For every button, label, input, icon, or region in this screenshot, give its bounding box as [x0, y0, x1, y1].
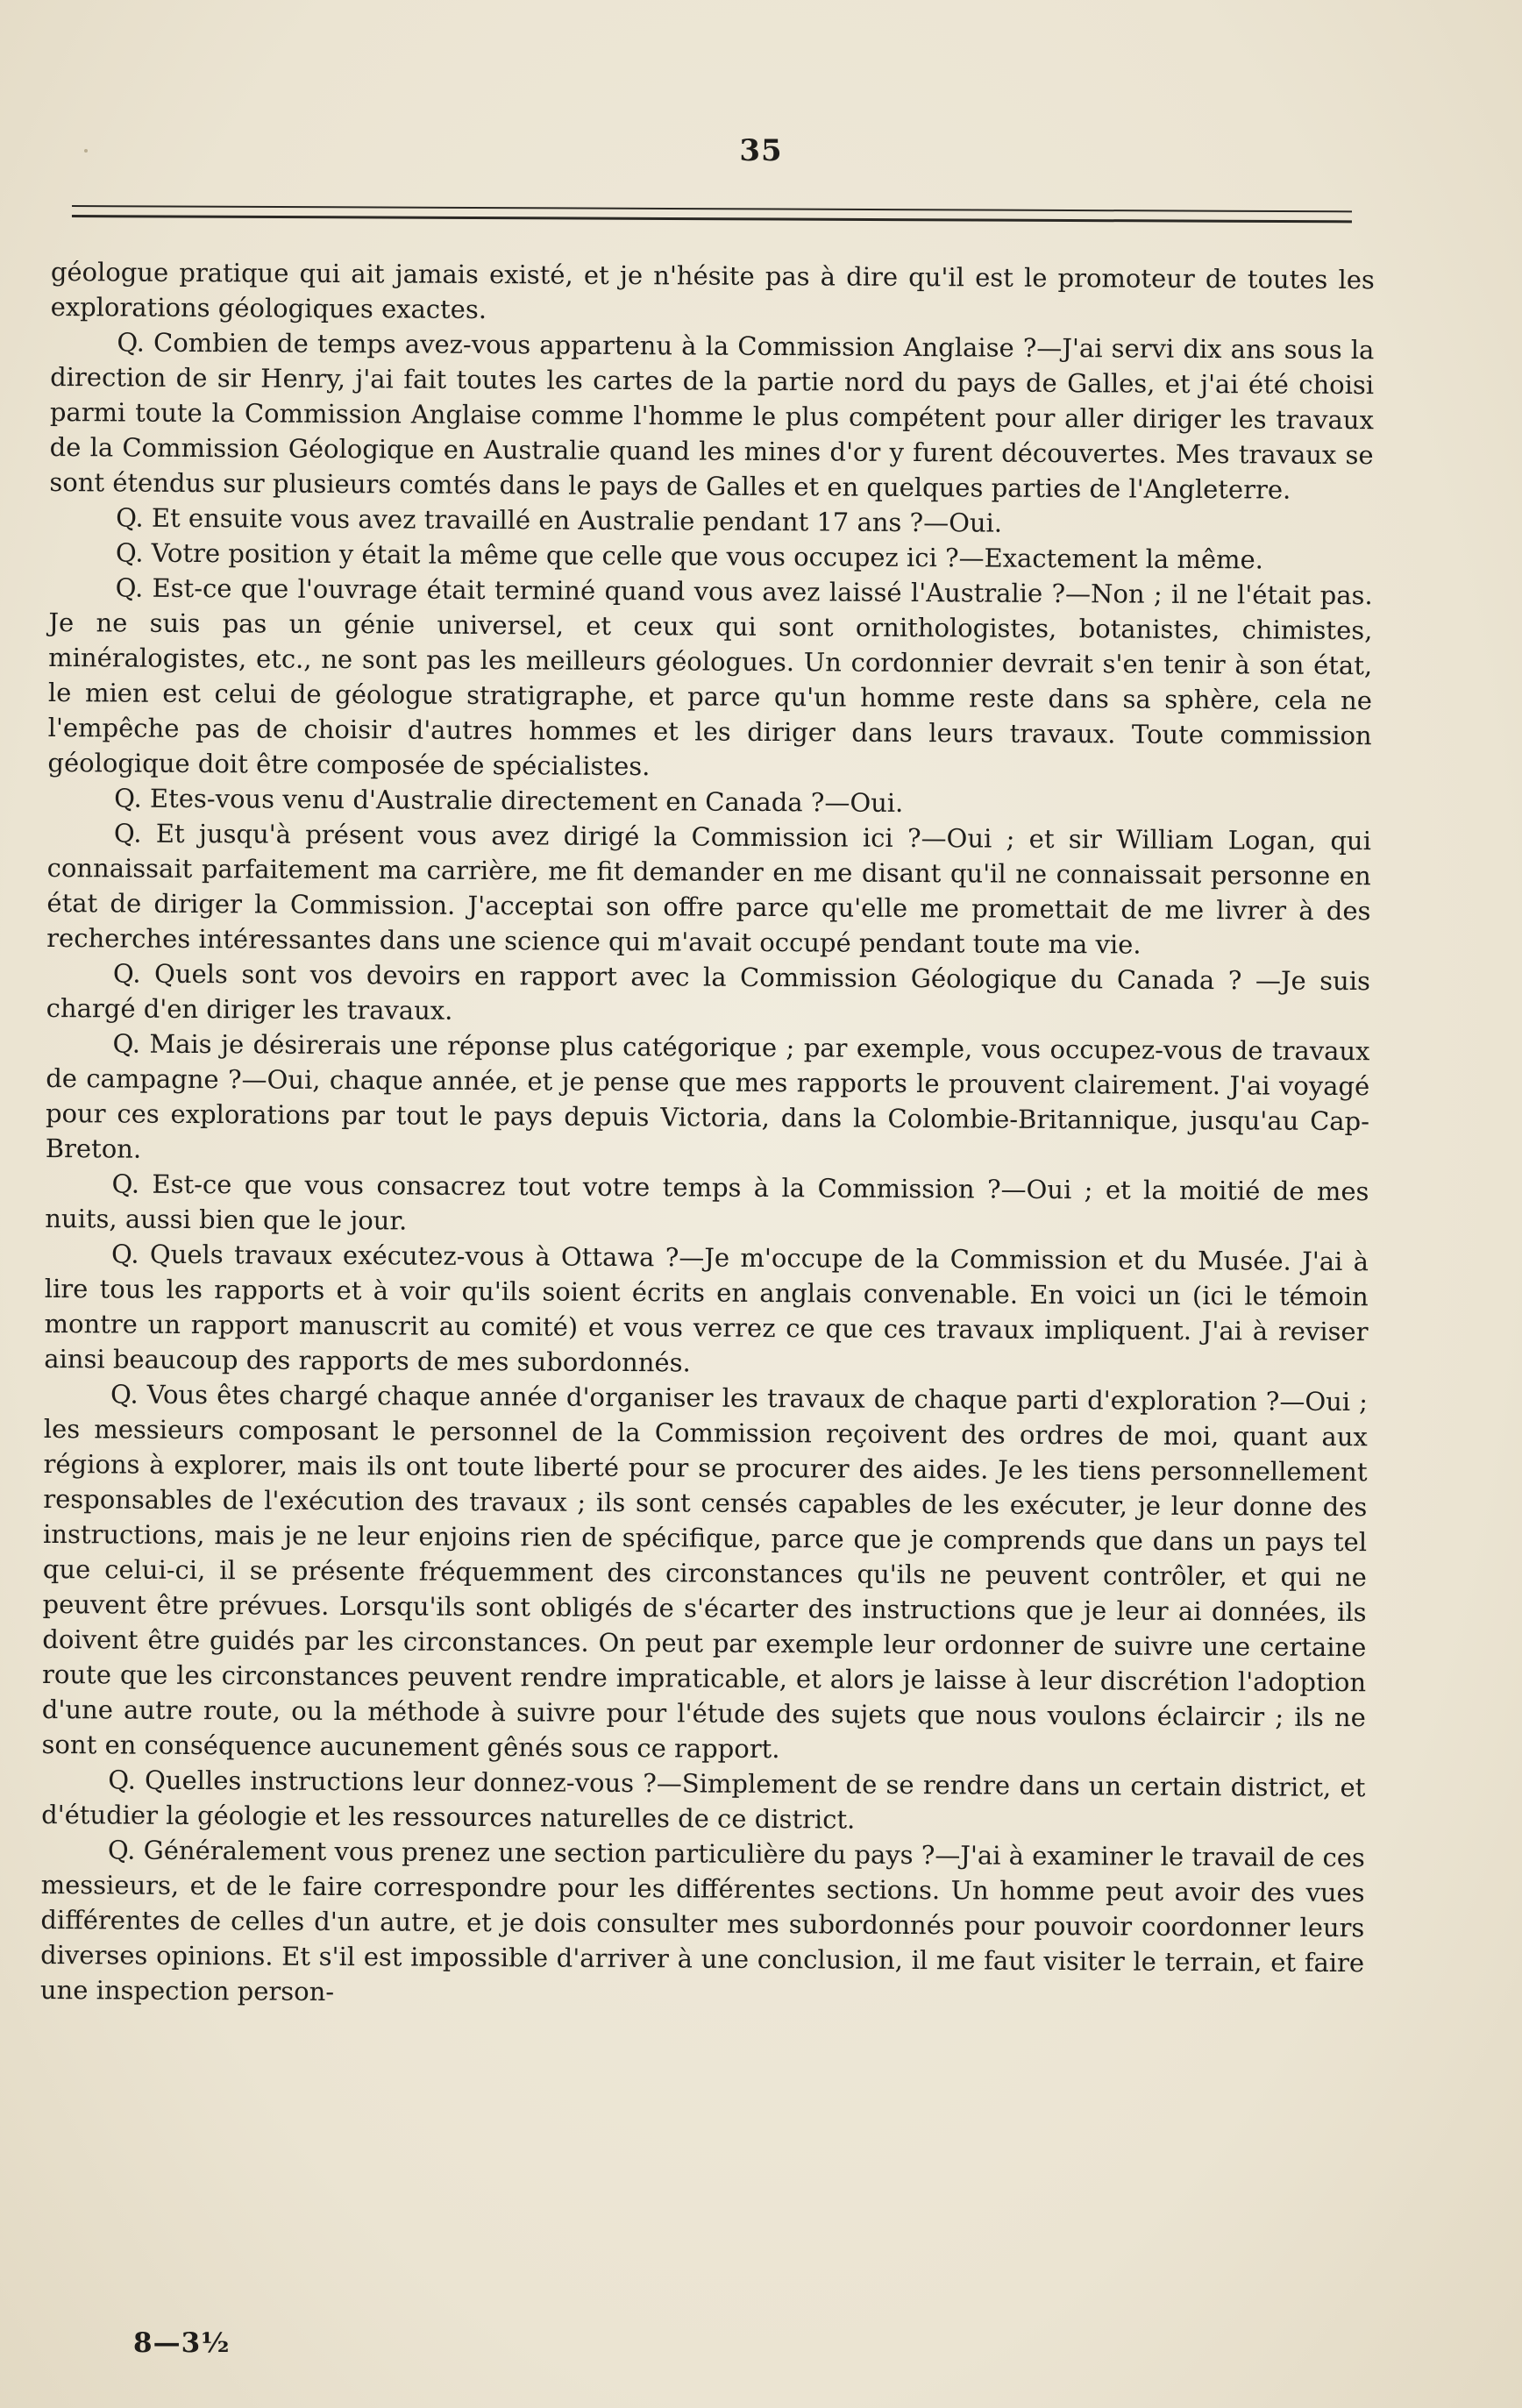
paragraph: Q. Généralement vous prenez une section particulière du pays ?—J'ai à examiner le travail de ces messieurs, et de le faire correspondre pour les différentes sections. Un homme peut avoir des vues différentes de celles d'un autre, et je dois consulter mes subordonnés pour pouvoir coordonner leurs diverses opinions. Et s'il est impossible d'arriver à une conclusion, il me faut visiter le terrain, et faire une inspection person-: [39, 1835, 1365, 2007]
body-text: [40, 254, 1375, 2015]
paragraph: Q. Quelles instructions leur donnez-vous ?—Simplement de se rendre dans un certain district, et d'étudier la géologie et les ressources naturelles de ce district.: [41, 1765, 1366, 1835]
paragraph: Q. Etes-vous venu d'Australie directement en Canada ?—Oui.: [114, 783, 904, 818]
page-number: 35: [739, 133, 783, 168]
paragraph: Q. Mais je désirerais une réponse plus catégorique ; par exemple, vous occupez-vous de travaux de campagne ?—Oui, chaque année, et je pense que mes rapports le prouvent clairement. J'ai voyagé pour ces explorations par tout le pays depuis Victoria, dans la Colombie-Britannique, jusqu'au Cap-Breton.: [45, 1028, 1370, 1164]
paragraph: Q. Vous êtes chargé chaque année d'organiser les travaux de chaque parti d'exploration ?—Oui ; les messieurs composant le personnel de la Commission reçoivent des ordres de moi, quant aux régions à explorer, mais ils ont toute liberté pour se procurer des aides. Je les tiens personnellement responsables de l'exécution des travaux ; ils sont censés capables de les exécuter, je leur donne des instructions, mais je ne leur enjoins rien de spécifique, parce que je comprends que dans un pays tel que celui-ci, il se présente fréquemment des circonstances qu'ils ne peuvent contrôler, et qui ne peuvent être prévues. Lorsqu'ils sont obligés de s'écarter des instructions que je leur ai données, ils doivent être guidés par les circonstances. On peut par exemple leur ordonner de suivre une certaine route que les circonstances peuvent rendre impraticable, et alors je laisse à leur discrétion l'adoption d'une autre route, ou la méthode à suivre pour l'étude des sujets que nous voulons éclaircir ; ils ne sont en conséquence aucunement gênés sous ce rapport.: [41, 1379, 1369, 1765]
paragraph: Q. Est-ce que l'ouvrage était terminé quand vous avez laissé l'Australie ?—Non ; il ne l'était pas. Je ne suis pas un génie universel, et ceux qui sont ornithologistes, botanistes, chimistes, minéralogistes, etc., ne sont pas les meilleurs géologues. Un cordonnier devrait s'en tenir à son état, le mien est celui de géologue stratigraphe, et parce qu'un homme reste dans sa sphère, cela ne l'empêche pas de choisir d'autres hommes et les diriger dans leurs travaux. Toute commission géologique doit être composée de spécialistes.: [47, 572, 1373, 782]
printer-signature-mark: 8—3½: [133, 2327, 231, 2359]
paragraph: Q. Combien de temps avez-vous appartenu à la Commission Anglaise ?—J'ai servi dix ans sous la direction de sir Henry, j'ai fait toutes les cartes de la partie nord du pays de Galles, et j'ai été choisi parmi toute la Commission Anglaise comme l'homme le plus compétent pour aller diriger les travaux de la Commission Géologique en Australie quand les mines d'or y furent découvertes. Mes travaux se sont étendus sur plusieurs comtés dans le pays de Galles et en quelques parties de l'Angleterre.: [49, 327, 1375, 505]
paragraph: Q. Quels sont vos devoirs en rapport avec la Commission Géologique du Canada ? —Je suis chargé d'en diriger les travaux.: [46, 958, 1371, 1026]
paragraph: Q. Est-ce que vous consacrez tout votre temps à la Commission ?—Oui ; et la moitié de mes nuits, aussi bien que le jour.: [45, 1168, 1369, 1236]
header-double-rule: [72, 205, 1352, 223]
paragraph: Q. Votre position y était la même que celle que vous occupez ici ?—Exactement la même.: [115, 537, 1264, 575]
paragraph: géologue pratique qui ait jamais existé, et je n'hésite pas à dire qu'il est le promoteur de toutes les explorations géologiques exactes.: [50, 256, 1375, 325]
paragraph: Q. Quels travaux exécutez-vous à Ottawa ?—Je m'occupe de la Commission et du Musée. J'ai à lire tous les rapports et à voir qu'ils soient écrits en anglais convenable. En voici un (ici le témoin montre un rapport manuscrit au comité) et vous verrez ce que ces travaux impliquent. J'ai à reviser ainsi beaucoup des rapports de mes subordonnés.: [44, 1239, 1369, 1378]
paragraph: Q. Et ensuite vous avez travaillé en Australie pendant 17 ans ?—Oui.: [116, 502, 1003, 538]
paragraph: Q. Et jusqu'à présent vous avez dirigé la Commission ici ?—Oui ; et sir William Logan, qui connaissait parfaitement ma carrière, me fit demander en me disant qu'il ne connaissait personne en état de diriger la Commission. J'acceptai son offre parce qu'elle me promettait de me livrer à des recherches intéressantes dans une science qui m'avait occupé pendant toute ma vie.: [46, 818, 1372, 960]
